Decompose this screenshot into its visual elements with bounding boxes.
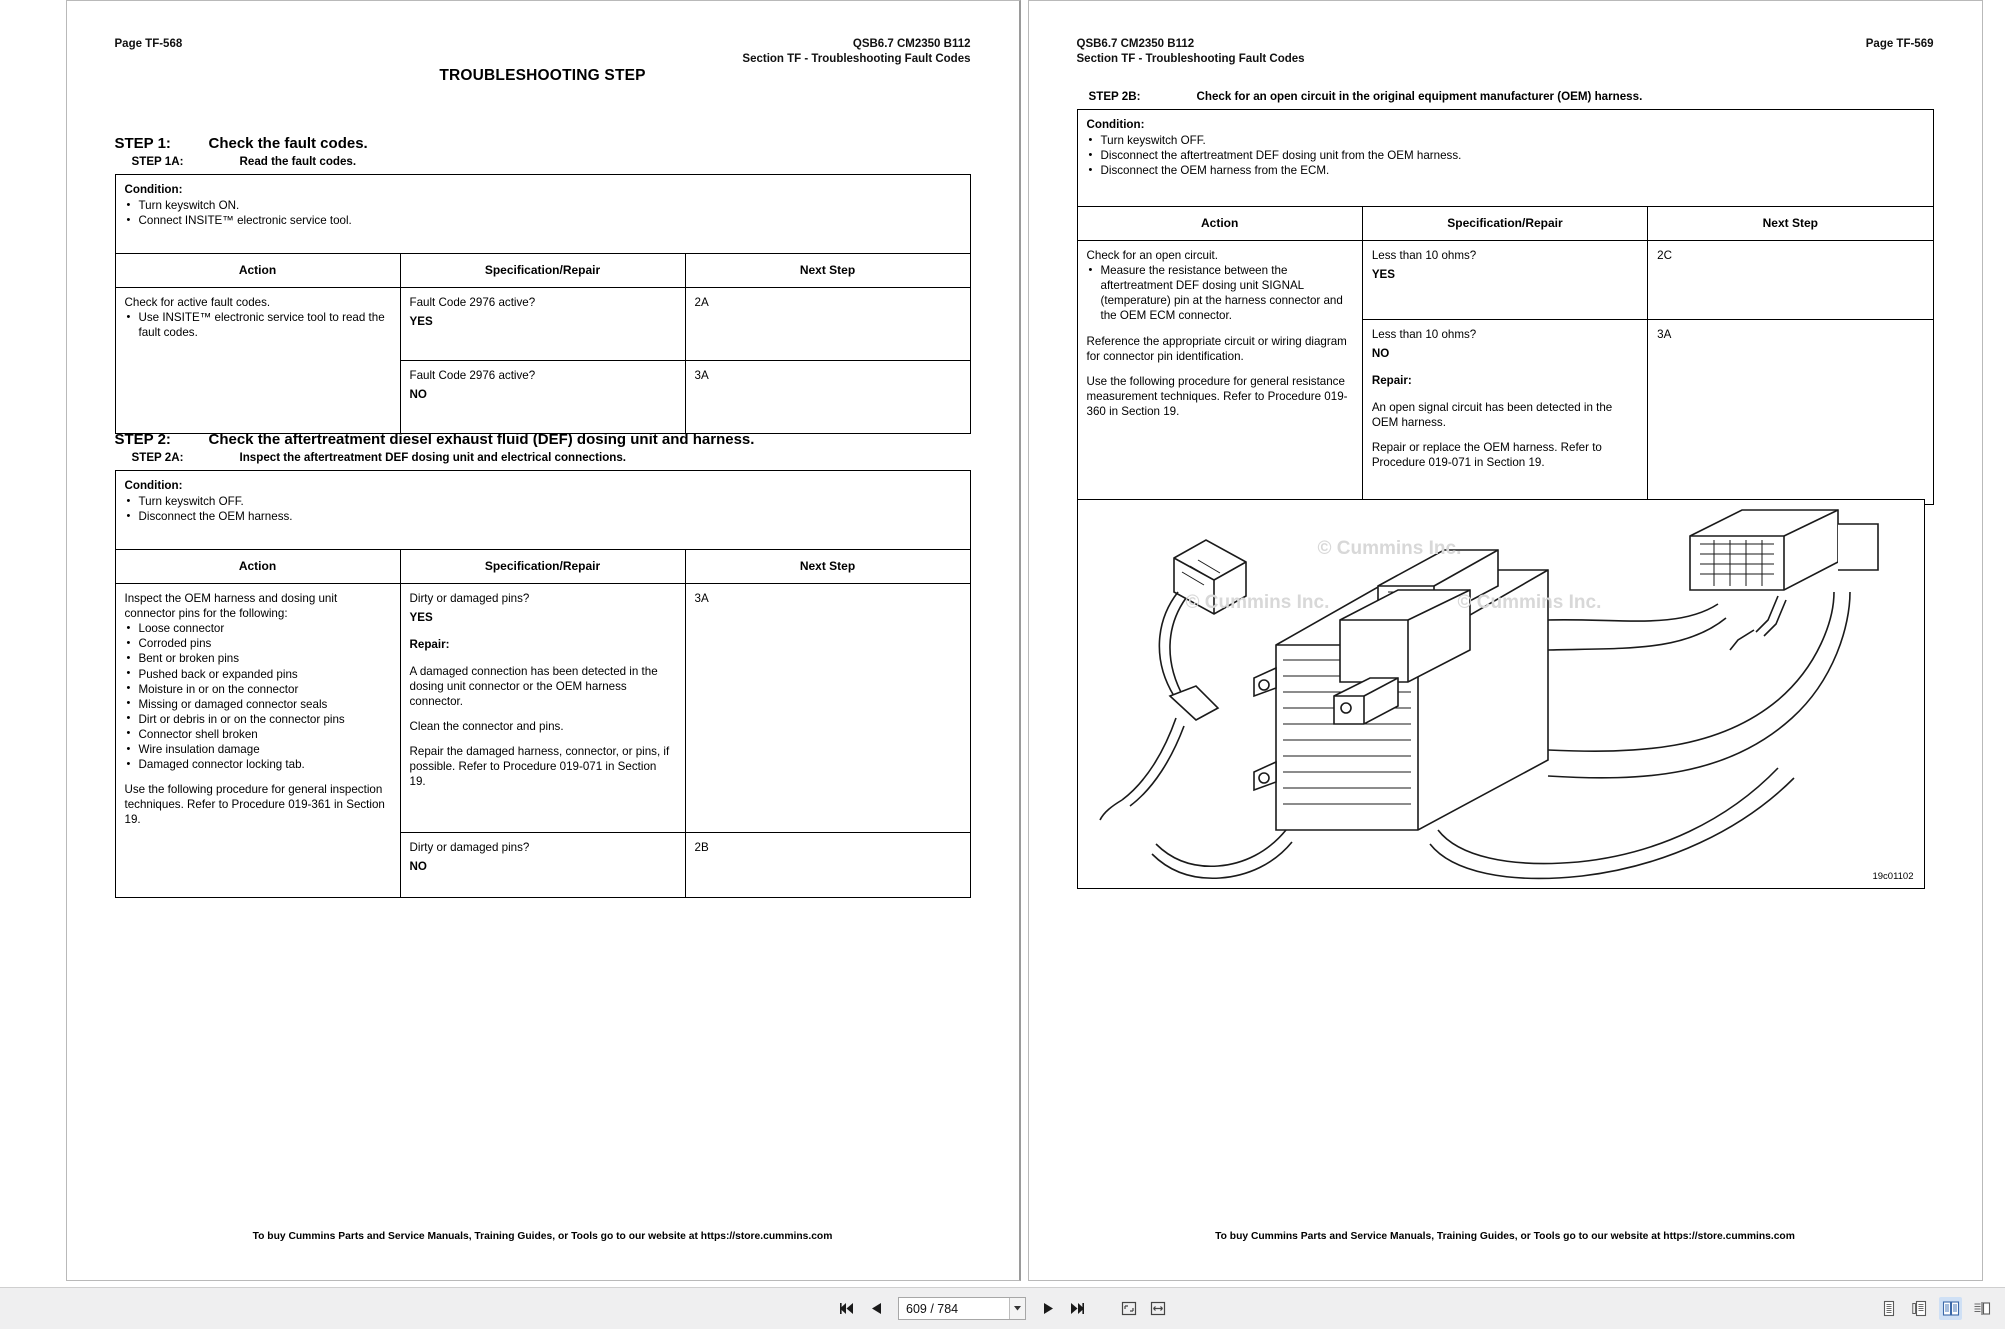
list-item: • Turn keyswitch ON. (125, 198, 961, 213)
pdf-page-right (1028, 0, 1983, 1281)
spec-answer: YES (409, 611, 433, 625)
action-paragraph: Use the following procedure for general resistance measurement techniques. Refer to Procedure 019-360 in Section 19. (1086, 374, 1348, 418)
step-1a-label: STEP 1A: (131, 155, 184, 168)
list-item: • Missing or damaged connector seals (125, 697, 391, 712)
ecm-harness-illustration (1078, 500, 1924, 888)
list-item: • Connect INSITE™ electronic service tool. (125, 213, 961, 228)
step-2a-action-cell (115, 584, 400, 898)
next-step-value: 2A (685, 288, 970, 361)
repair-paragraph: A damaged connection has been detected in the dosing unit connector or the OEM harness connector. (409, 664, 658, 708)
list-item: • Damaged connector locking tab. (125, 757, 391, 772)
list-item: • Bent or broken pins (125, 651, 391, 666)
step-2b-heading (1089, 90, 1934, 103)
list-item: • Wire insulation damage (125, 742, 391, 757)
column-header-action: Action (1077, 207, 1362, 241)
continuous-scroll-view-icon[interactable] (1908, 1297, 1931, 1320)
list-item: • Turn keyswitch OFF. (125, 494, 961, 509)
single-page-view-icon[interactable] (1877, 1297, 1900, 1320)
facing-pages-view-icon[interactable] (1939, 1297, 1962, 1320)
document-title: TROUBLESHOOTING STEP (439, 67, 646, 84)
list-item: • Measure the resistance between the aftertreatment DEF dosing unit SIGNAL (temperature) pin at the harness connector and the OEM ECM connector. (1087, 263, 1353, 323)
table-row (1362, 241, 1647, 320)
condition-title: Condition: (1086, 118, 1145, 131)
figure-id-label: 19c01102 (1872, 871, 1914, 882)
manual-id-left: QSB6.7 CM2350 B112 (852, 38, 971, 50)
page-header-left (115, 37, 971, 67)
watermark: © Cummins Inc. (1317, 538, 1462, 559)
condition-title: Condition: (124, 183, 183, 196)
step-2a-heading (132, 451, 971, 464)
step-2b-condition-cell (1077, 110, 1933, 207)
page-header-right (1077, 37, 1934, 67)
next-page-icon[interactable] (1038, 1298, 1058, 1320)
pdf-page-left (66, 0, 1021, 1281)
previous-page-icon[interactable] (866, 1298, 886, 1320)
spec-answer: NO (409, 860, 427, 874)
table-row (400, 833, 685, 898)
watermark: © Cummins Inc. (1185, 592, 1330, 613)
next-step-value: 2B (685, 833, 970, 898)
list-item: • Disconnect the OEM harness. (125, 509, 961, 524)
step-2b-label: STEP 2B: (1088, 90, 1141, 103)
step-2a-table (115, 470, 971, 898)
step-2-label: STEP 2: (114, 431, 171, 448)
next-step-value: 3A (685, 584, 970, 833)
column-header-next-step: Next Step (685, 254, 970, 288)
viewer-toolbar (0, 1287, 2005, 1329)
spec-answer: NO (1371, 347, 1390, 361)
step-1a-heading (132, 155, 971, 168)
action-bullet-list (125, 310, 391, 340)
list-item: • Loose connector (125, 621, 391, 636)
action-bullet-list (1087, 263, 1353, 323)
list-item: • Disconnect the aftertreatment DEF dosing unit from the OEM harness. (1087, 148, 1924, 163)
page-number-label-right: Page TF-569 (1865, 38, 1934, 50)
condition-list (1087, 133, 1924, 178)
page-number-box[interactable] (898, 1297, 1026, 1320)
action-lead: Inspect the OEM harness and dosing unit connector pins for the following: (124, 592, 338, 621)
watermark: © Cummins Inc. (1457, 592, 1602, 613)
table-row (1362, 320, 1647, 505)
condition-title: Condition: (124, 479, 183, 492)
spec-text: Fault Code 2976 active? (409, 296, 536, 310)
fit-width-icon[interactable] (1148, 1298, 1168, 1320)
column-header-specification: Specification/Repair (400, 254, 685, 288)
next-step-value: 3A (685, 361, 970, 434)
first-page-icon[interactable] (837, 1298, 857, 1320)
spec-text: Fault Code 2976 active? (409, 369, 536, 383)
manual-id-right: QSB6.7 CM2350 B112 (1076, 38, 1195, 50)
step-2a-label: STEP 2A: (131, 451, 184, 464)
list-item: • Turn keyswitch OFF. (1087, 133, 1924, 148)
condition-list (125, 198, 961, 228)
next-step-value: 3A (1648, 320, 1933, 505)
last-page-icon[interactable] (1067, 1298, 1087, 1320)
column-header-action: Action (115, 550, 400, 584)
action-bullet-list (125, 621, 391, 772)
step-1-heading (115, 135, 971, 152)
action-paragraph: Reference the appropriate circuit or wiring diagram for connector pin identification. (1086, 334, 1347, 363)
repair-label: Repair: (1371, 373, 1412, 387)
page-footer-left: To buy Cummins Parts and Service Manuals, Training Guides, or Tools go to our website at https://store.cummins.com (252, 1231, 833, 1242)
step-2a-condition-cell (115, 471, 970, 550)
list-item: • Pushed back or expanded pins (125, 667, 391, 682)
figure-ecm-harness-diagram (1077, 499, 1925, 889)
table-row (400, 584, 685, 833)
page-number-label-left: Page TF-568 (114, 38, 183, 50)
repair-paragraph: An open signal circuit has been detected in the OEM harness. (1371, 400, 1613, 429)
step-1-label: STEP 1: (114, 135, 171, 152)
spec-text: Dirty or damaged pins? (409, 592, 530, 606)
spec-text: Dirty or damaged pins? (409, 841, 530, 855)
list-item: • Dirt or debris in or on the connector pins (125, 712, 391, 727)
action-lead: Check for an open circuit. (1086, 249, 1218, 263)
spec-answer: YES (1371, 268, 1396, 282)
table-row (400, 361, 685, 434)
step-2-heading (115, 431, 971, 448)
repair-paragraph: Repair or replace the OEM harness. Refer to Procedure 019-071 in Section 19. (1371, 440, 1602, 469)
fit-page-icon[interactable] (1119, 1298, 1139, 1320)
repair-label: Repair: (409, 637, 450, 651)
step-2b-text: Check for an open circuit in the original equipment manufacturer (OEM) harness. (1196, 90, 1643, 103)
list-item: • Corroded pins (125, 636, 391, 651)
column-header-specification: Specification/Repair (400, 550, 685, 584)
list-item: • Use INSITE™ electronic service tool to read the fault codes. (125, 310, 391, 340)
next-step-value: 2C (1648, 241, 1933, 320)
step-2-text: Check the aftertreatment diesel exhaust fluid (DEF) dosing unit and harness. (208, 431, 755, 448)
list-item: • Moisture in or on the connector (125, 682, 391, 697)
page-footer-right: To buy Cummins Parts and Service Manuals, Training Guides, or Tools go to our website at https://store.cummins.com (1215, 1231, 1795, 1242)
step-1-text: Check the fault codes. (208, 135, 368, 152)
column-header-next-step: Next Step (1648, 207, 1933, 241)
step-1a-condition-cell (115, 175, 970, 254)
step-1a-action-cell (115, 288, 400, 434)
list-item: • Connector shell broken (125, 727, 391, 742)
book-view-icon[interactable] (1970, 1297, 1993, 1320)
spec-answer: YES (409, 315, 433, 329)
repair-paragraph: Repair the damaged harness, connector, or pins, if possible. Refer to Procedure 019-071 in Section 19. (409, 744, 670, 789)
step-2a-text: Inspect the aftertreatment DEF dosing unit and electrical connections. (239, 451, 627, 464)
section-label-right: Section TF - Troubleshooting Fault Codes (1076, 53, 1305, 65)
spec-answer: NO (409, 388, 427, 402)
step-1a-text: Read the fault codes. (239, 155, 357, 168)
condition-list (125, 494, 961, 524)
action-tail: Use the following procedure for general inspection techniques. Refer to Procedure 019-361 in Section 19. (124, 783, 385, 827)
column-header-next-step: Next Step (685, 550, 970, 584)
table-row (400, 288, 685, 361)
page-number-input[interactable] (899, 1298, 1009, 1319)
column-header-action: Action (115, 254, 400, 288)
step-2b-table (1077, 109, 1934, 505)
repair-paragraph: Clean the connector and pins. (409, 719, 564, 733)
section-label-left: Section TF - Troubleshooting Fault Codes (742, 53, 971, 65)
column-header-specification: Specification/Repair (1362, 207, 1647, 241)
step-1a-table (115, 174, 971, 434)
step-2b-action-cell (1077, 241, 1362, 505)
list-item: • Disconnect the OEM harness from the ECM. (1087, 163, 1924, 178)
action-lead: Check for active fault codes. (124, 296, 271, 310)
page-spinner-icon[interactable] (1009, 1298, 1025, 1319)
spec-text: Less than 10 ohms? (1371, 249, 1477, 263)
spec-text: Less than 10 ohms? (1371, 328, 1477, 342)
